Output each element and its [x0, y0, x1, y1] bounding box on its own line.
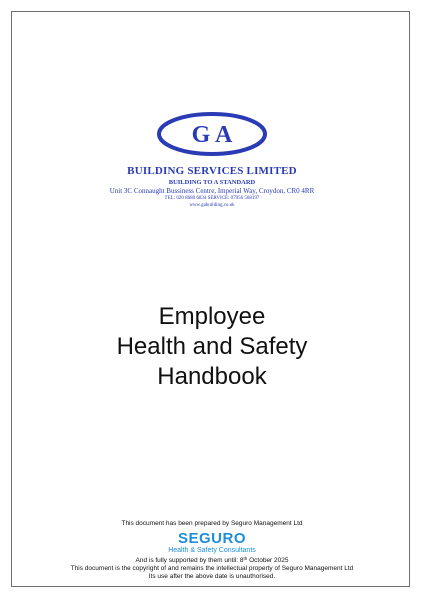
company-name: BUILDING SERVICES LIMITED	[127, 165, 297, 177]
logo-text: G A	[191, 122, 233, 148]
company-phone: TEL: 020 8680 6834 SERVICE: 07956 568197	[164, 196, 260, 201]
document-title-line-3: Handbook	[157, 363, 267, 390]
usage-text: Its use after the above date is unauthorised.	[148, 573, 276, 580]
company-website: www.gabuilding.co.uk	[189, 203, 235, 208]
seguro-subtitle: Health & Safety Consultants	[168, 547, 256, 554]
company-address: Unit 3C Connaught Bussiness Centre, Imperial Way, Croydon, CR0 4RR	[109, 187, 315, 195]
supported-suffix: October 2025	[247, 557, 289, 564]
supported-prefix: And is fully supported by them until: 8	[135, 557, 244, 564]
supported-until-text	[0, 557, 424, 564]
company-tagline: BUILDING TO A STANDARD	[168, 179, 256, 186]
prepared-by-text: This document has been prepared by Seguro Management Ltd	[121, 520, 303, 527]
document-title-line-2: Health and Safety	[116, 333, 308, 360]
seguro-logo: SEGURO	[177, 530, 246, 547]
supported-ordinal: th	[243, 556, 248, 561]
page-border	[11, 11, 410, 587]
copyright-text: This document is the copyright of and remains the intellectual property of Seguro Management Ltd	[70, 565, 354, 572]
document-title-line-1: Employee	[158, 303, 266, 330]
ga-logo	[156, 111, 268, 157]
